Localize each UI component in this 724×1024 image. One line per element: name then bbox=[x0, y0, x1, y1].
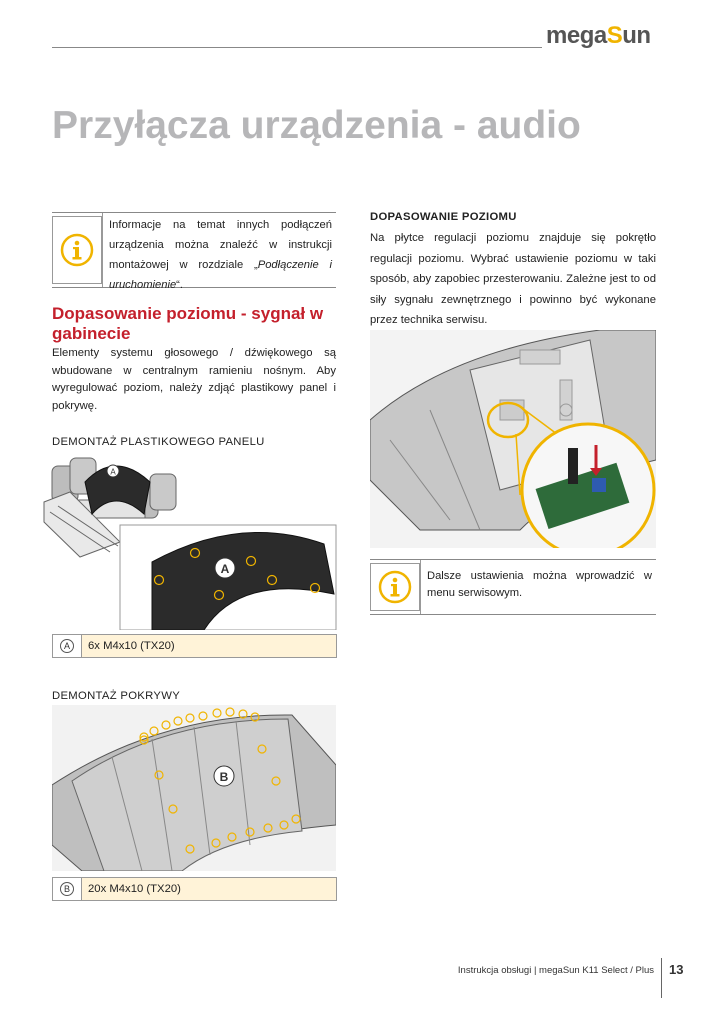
panel-removal-heading: DEMONTAŻ PLASTIKOWEGO PANELU bbox=[52, 436, 265, 448]
page-number: 13 bbox=[669, 962, 684, 977]
legend-text-b: 20x M4x10 (TX20) bbox=[82, 878, 336, 900]
info-icon bbox=[52, 216, 102, 284]
info-box-installation bbox=[52, 212, 336, 291]
callout-a-small: A bbox=[110, 467, 116, 477]
legend-row-b bbox=[52, 877, 337, 901]
legend-text-a: 6x M4x10 (TX20) bbox=[82, 635, 336, 657]
header-rule bbox=[52, 47, 542, 48]
level-board-figure bbox=[370, 330, 656, 548]
footer-divider bbox=[661, 958, 662, 998]
legend-marker-b: B bbox=[60, 882, 74, 896]
cover-removal-figure bbox=[52, 705, 336, 871]
section-paragraph: Elementy systemu głosowego / dźwiękowego są wbudowane w centralnym ramieniu nośnym. Aby wyregulować poziom, należy zdjąć plastikowy panel i pokrywę. bbox=[52, 347, 336, 412]
legend-marker-a: A bbox=[60, 639, 74, 653]
info-box-2-text: Dalsze ustawienia można wprowadzić w menu serwisowym. bbox=[420, 560, 656, 614]
page-title: Przyłącza urządzenia - audio bbox=[52, 104, 581, 147]
info-box-text: Informacje na temat innych podłączeń urządzenia można znaleźć w instrukcji montażowej w rozdziale „Podłączenie i uruchomienie“. bbox=[102, 213, 336, 287]
level-adjust-paragraph: Na płytce regulacji poziomu znajduje się pokrętło regulacji poziomu. Wybrać ustawienie poziomu w taki sposób, aby zapobiec przesterowaniu. Zależne jest to od siły sygnału zewnętrznego i powinno być wykonane przez technika serwisu. bbox=[370, 232, 656, 326]
legend-row-a bbox=[52, 634, 337, 658]
callout-b: B bbox=[219, 770, 229, 784]
info-icon-2 bbox=[370, 563, 420, 611]
panel-removal-figure bbox=[40, 452, 340, 630]
section-heading-level-adjust: Dopasowanie poziomu - sygnał w gabinecie bbox=[52, 304, 324, 343]
callout-a-large: A bbox=[220, 562, 230, 576]
footer-document-title: Instrukcja obsługi | megaSun K11 Select / Plus bbox=[457, 965, 654, 976]
cover-removal-heading: DEMONTAŻ POKRYWY bbox=[52, 690, 181, 702]
info-box-service-menu bbox=[370, 559, 656, 615]
level-adjust-heading: DOPASOWANIE POZIOMU bbox=[370, 211, 517, 223]
brand-logo: megaSun bbox=[546, 22, 651, 49]
